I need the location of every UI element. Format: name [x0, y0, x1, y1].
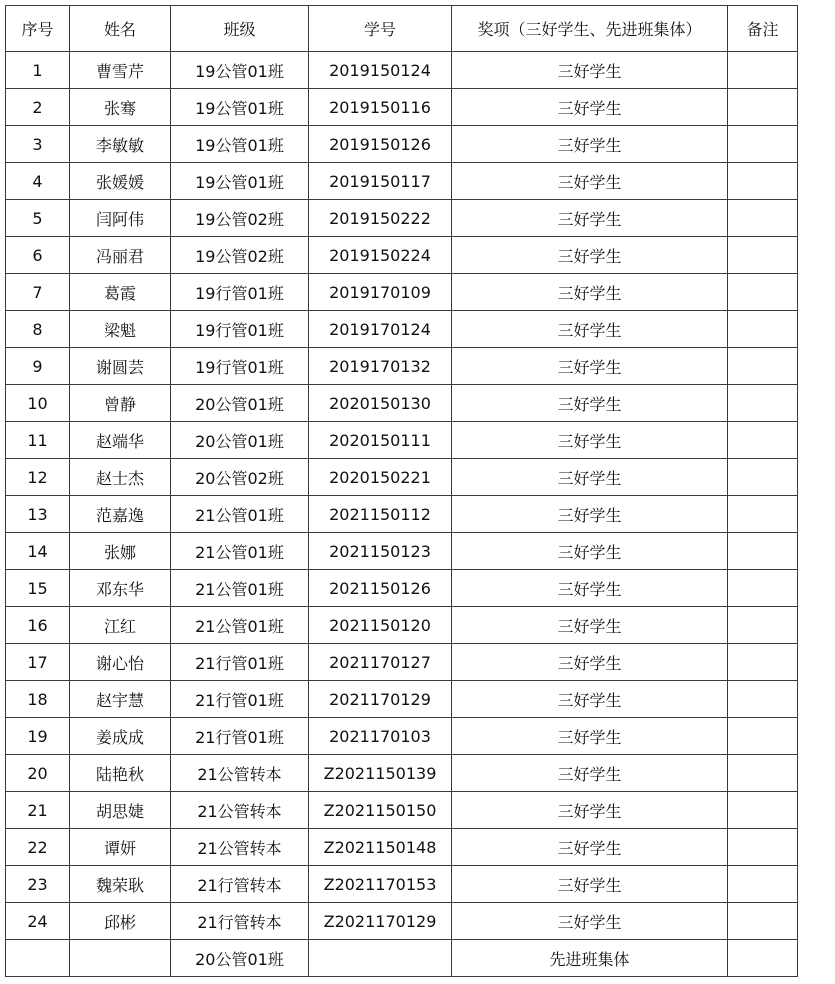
table-row — [6, 718, 798, 755]
cell-class: 19公管02班 — [171, 200, 309, 237]
cell-student-id: 2020150111 — [309, 422, 452, 459]
table-row — [6, 237, 798, 274]
cell-remark — [728, 570, 798, 607]
cell-name: 冯丽君 — [70, 237, 171, 274]
col-header-name: 姓名 — [70, 6, 171, 52]
table-row — [6, 607, 798, 644]
cell-remark — [728, 866, 798, 903]
cell-name: 魏荣耿 — [70, 866, 171, 903]
cell-award: 先进班集体 — [452, 940, 728, 977]
cell-award: 三好学生 — [452, 644, 728, 681]
cell-student-id: Z2021170153 — [309, 866, 452, 903]
cell-remark — [728, 348, 798, 385]
cell-name: 张娜 — [70, 533, 171, 570]
table-row — [6, 274, 798, 311]
cell-class: 20公管01班 — [171, 940, 309, 977]
table-row — [6, 496, 798, 533]
col-header-student-id: 学号 — [309, 6, 452, 52]
cell-student-id: 2021170129 — [309, 681, 452, 718]
cell-index: 6 — [6, 237, 70, 274]
cell-award: 三好学生 — [452, 903, 728, 940]
cell-remark — [728, 829, 798, 866]
cell-class: 21公管01班 — [171, 496, 309, 533]
cell-remark — [728, 644, 798, 681]
table-row — [6, 200, 798, 237]
cell-award: 三好学生 — [452, 52, 728, 89]
cell-award: 三好学生 — [452, 533, 728, 570]
cell-award: 三好学生 — [452, 792, 728, 829]
cell-award: 三好学生 — [452, 311, 728, 348]
cell-class: 19行管01班 — [171, 311, 309, 348]
cell-index: 18 — [6, 681, 70, 718]
table-row — [6, 644, 798, 681]
table-row — [6, 903, 798, 940]
cell-name: 闫阿伟 — [70, 200, 171, 237]
cell-student-id: Z2021150150 — [309, 792, 452, 829]
table-row — [6, 755, 798, 792]
cell-award: 三好学生 — [452, 866, 728, 903]
cell-name: 梁魁 — [70, 311, 171, 348]
table-row — [6, 792, 798, 829]
cell-class: 21行管01班 — [171, 644, 309, 681]
table-row — [6, 311, 798, 348]
cell-name: 张骞 — [70, 89, 171, 126]
cell-class: 20公管01班 — [171, 385, 309, 422]
cell-name: 胡思婕 — [70, 792, 171, 829]
cell-remark — [728, 163, 798, 200]
cell-award: 三好学生 — [452, 459, 728, 496]
cell-student-id: 2021150112 — [309, 496, 452, 533]
cell-award: 三好学生 — [452, 348, 728, 385]
cell-index: 5 — [6, 200, 70, 237]
cell-award: 三好学生 — [452, 274, 728, 311]
cell-remark — [728, 496, 798, 533]
cell-class: 21公管01班 — [171, 607, 309, 644]
cell-class: 20公管01班 — [171, 422, 309, 459]
table-row — [6, 570, 798, 607]
cell-award: 三好学生 — [452, 163, 728, 200]
cell-class: 19公管01班 — [171, 163, 309, 200]
cell-index: 17 — [6, 644, 70, 681]
cell-index: 22 — [6, 829, 70, 866]
cell-remark — [728, 200, 798, 237]
cell-name: 李敏敏 — [70, 126, 171, 163]
table-row — [6, 533, 798, 570]
cell-index: 16 — [6, 607, 70, 644]
cell-remark — [728, 311, 798, 348]
cell-student-id: 2021150123 — [309, 533, 452, 570]
cell-student-id: 2019170132 — [309, 348, 452, 385]
cell-student-id: 2021150120 — [309, 607, 452, 644]
cell-student-id: Z2021170129 — [309, 903, 452, 940]
cell-name: 张媛媛 — [70, 163, 171, 200]
col-header-class: 班级 — [171, 6, 309, 52]
cell-class: 21公管转本 — [171, 829, 309, 866]
header-row — [6, 6, 798, 52]
cell-name: 谢圆芸 — [70, 348, 171, 385]
cell-class: 19公管02班 — [171, 237, 309, 274]
cell-index — [6, 940, 70, 977]
cell-student-id: 2020150130 — [309, 385, 452, 422]
cell-student-id: 2020150221 — [309, 459, 452, 496]
cell-class: 19公管01班 — [171, 52, 309, 89]
cell-student-id: 2019150224 — [309, 237, 452, 274]
cell-name: 江红 — [70, 607, 171, 644]
cell-class: 19公管01班 — [171, 126, 309, 163]
cell-remark — [728, 89, 798, 126]
cell-name — [70, 940, 171, 977]
cell-name: 赵士杰 — [70, 459, 171, 496]
cell-class: 21公管01班 — [171, 533, 309, 570]
cell-award: 三好学生 — [452, 385, 728, 422]
cell-name: 谭妍 — [70, 829, 171, 866]
award-list-table — [5, 5, 798, 977]
cell-remark — [728, 755, 798, 792]
cell-award: 三好学生 — [452, 607, 728, 644]
col-header-award: 奖项（三好学生、先进班集体） — [452, 6, 728, 52]
cell-index: 20 — [6, 755, 70, 792]
cell-class: 21公管转本 — [171, 792, 309, 829]
cell-name: 葛霞 — [70, 274, 171, 311]
cell-remark — [728, 237, 798, 274]
cell-student-id: 2019150126 — [309, 126, 452, 163]
cell-remark — [728, 940, 798, 977]
cell-class: 21行管01班 — [171, 718, 309, 755]
table-row — [6, 89, 798, 126]
cell-class: 21公管01班 — [171, 570, 309, 607]
cell-class: 19公管01班 — [171, 89, 309, 126]
col-header-remark: 备注 — [728, 6, 798, 52]
cell-index: 2 — [6, 89, 70, 126]
table-row — [6, 681, 798, 718]
cell-student-id: 2019150124 — [309, 52, 452, 89]
cell-class: 19行管01班 — [171, 348, 309, 385]
cell-class: 21公管转本 — [171, 755, 309, 792]
cell-name: 陆艳秋 — [70, 755, 171, 792]
table-row — [6, 52, 798, 89]
cell-award: 三好学生 — [452, 681, 728, 718]
cell-name: 谢心怡 — [70, 644, 171, 681]
cell-remark — [728, 792, 798, 829]
cell-student-id: 2021170127 — [309, 644, 452, 681]
cell-student-id: 2021170103 — [309, 718, 452, 755]
cell-remark — [728, 459, 798, 496]
cell-student-id: 2019150117 — [309, 163, 452, 200]
cell-student-id: Z2021150139 — [309, 755, 452, 792]
cell-award: 三好学生 — [452, 422, 728, 459]
cell-name: 赵宇慧 — [70, 681, 171, 718]
cell-index: 14 — [6, 533, 70, 570]
cell-student-id: 2019170124 — [309, 311, 452, 348]
cell-index: 13 — [6, 496, 70, 533]
cell-remark — [728, 607, 798, 644]
cell-index: 11 — [6, 422, 70, 459]
cell-name: 曾静 — [70, 385, 171, 422]
award-table-body — [6, 52, 798, 977]
cell-award: 三好学生 — [452, 237, 728, 274]
cell-index: 7 — [6, 274, 70, 311]
cell-remark — [728, 533, 798, 570]
cell-name: 邱彬 — [70, 903, 171, 940]
cell-name: 范嘉逸 — [70, 496, 171, 533]
cell-index: 24 — [6, 903, 70, 940]
cell-index: 12 — [6, 459, 70, 496]
cell-award: 三好学生 — [452, 496, 728, 533]
cell-award: 三好学生 — [452, 829, 728, 866]
cell-class: 19行管01班 — [171, 274, 309, 311]
cell-student-id — [309, 940, 452, 977]
table-row — [6, 385, 798, 422]
cell-award: 三好学生 — [452, 755, 728, 792]
cell-index: 21 — [6, 792, 70, 829]
cell-index: 3 — [6, 126, 70, 163]
table-row — [6, 459, 798, 496]
table-row — [6, 866, 798, 903]
cell-remark — [728, 718, 798, 755]
cell-name: 赵端华 — [70, 422, 171, 459]
table-row — [6, 348, 798, 385]
cell-student-id: 2021150126 — [309, 570, 452, 607]
cell-student-id: 2019170109 — [309, 274, 452, 311]
cell-award: 三好学生 — [452, 200, 728, 237]
cell-index: 19 — [6, 718, 70, 755]
cell-class: 21行管转本 — [171, 866, 309, 903]
cell-award: 三好学生 — [452, 570, 728, 607]
cell-name: 姜成成 — [70, 718, 171, 755]
cell-student-id: Z2021150148 — [309, 829, 452, 866]
cell-remark — [728, 126, 798, 163]
cell-name: 曹雪芹 — [70, 52, 171, 89]
cell-index: 10 — [6, 385, 70, 422]
cell-index: 23 — [6, 866, 70, 903]
col-header-index: 序号 — [6, 6, 70, 52]
cell-index: 8 — [6, 311, 70, 348]
cell-remark — [728, 903, 798, 940]
cell-remark — [728, 681, 798, 718]
cell-class: 21行管01班 — [171, 681, 309, 718]
table-row — [6, 940, 798, 977]
cell-name: 邓东华 — [70, 570, 171, 607]
table-row — [6, 163, 798, 200]
cell-remark — [728, 274, 798, 311]
cell-award: 三好学生 — [452, 89, 728, 126]
table-row — [6, 422, 798, 459]
cell-student-id: 2019150116 — [309, 89, 452, 126]
cell-class: 20公管02班 — [171, 459, 309, 496]
cell-remark — [728, 422, 798, 459]
cell-student-id: 2019150222 — [309, 200, 452, 237]
cell-index: 1 — [6, 52, 70, 89]
cell-award: 三好学生 — [452, 126, 728, 163]
cell-award: 三好学生 — [452, 718, 728, 755]
cell-index: 9 — [6, 348, 70, 385]
cell-remark — [728, 385, 798, 422]
table-row — [6, 829, 798, 866]
cell-index: 15 — [6, 570, 70, 607]
table-row — [6, 126, 798, 163]
cell-class: 21行管转本 — [171, 903, 309, 940]
cell-index: 4 — [6, 163, 70, 200]
cell-remark — [728, 52, 798, 89]
